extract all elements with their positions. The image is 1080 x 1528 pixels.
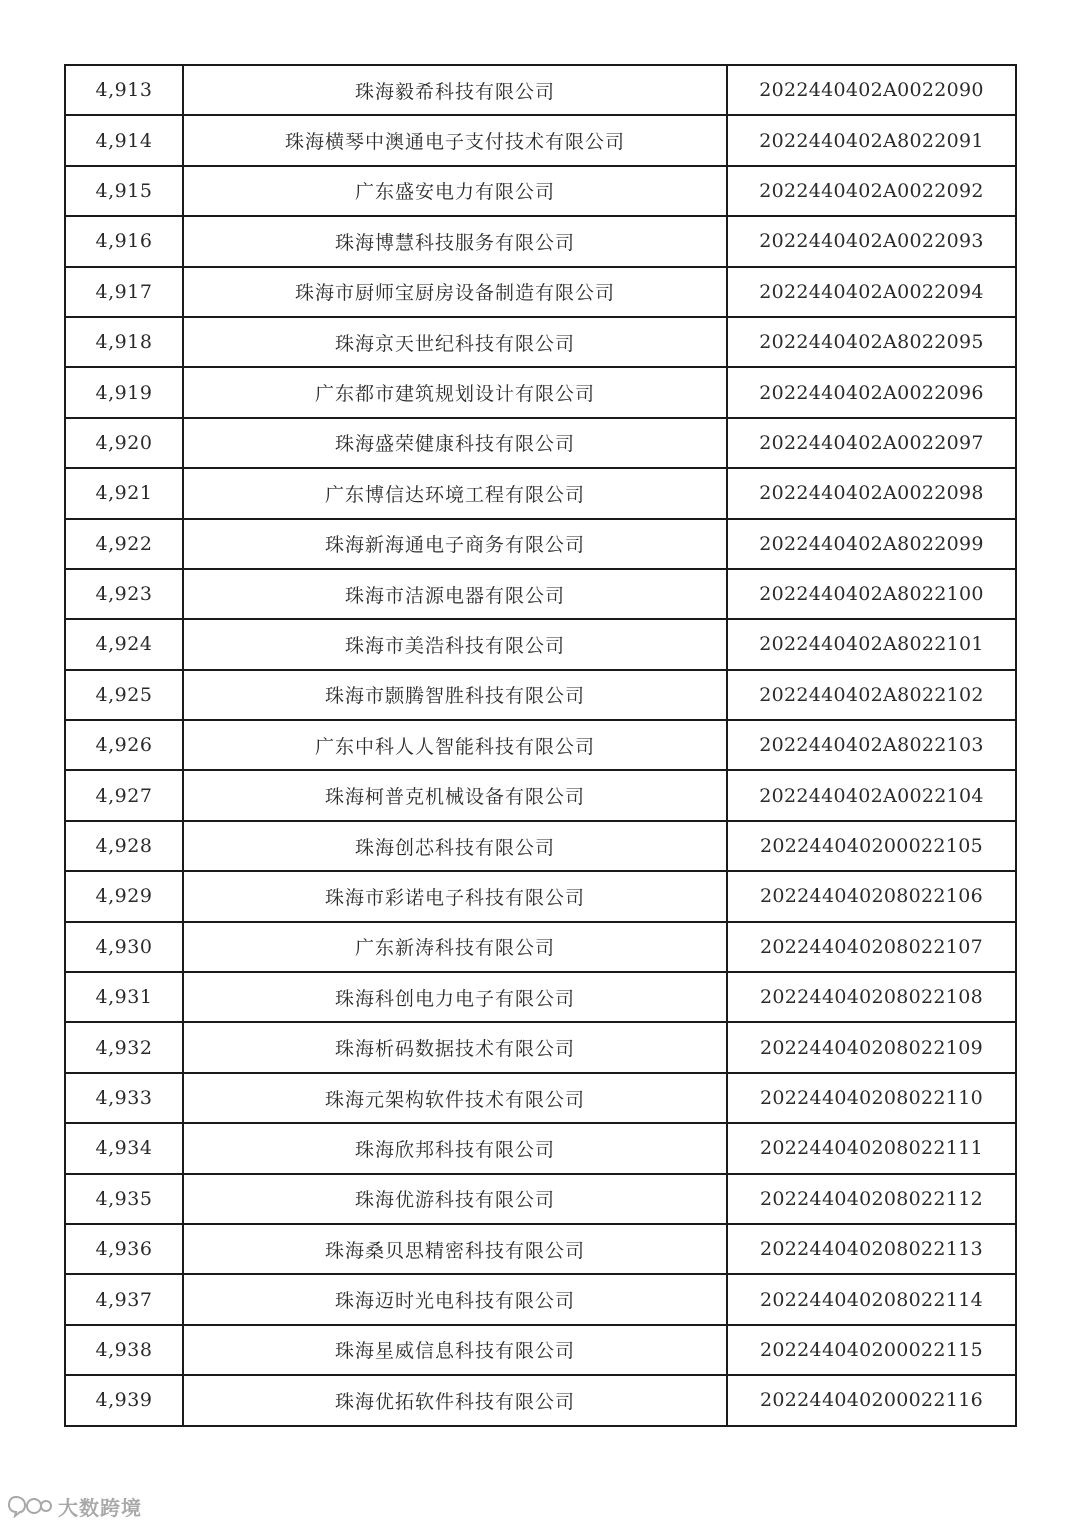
registration-code-cell: 2022440402A0022096 [727,367,1016,417]
row-index-cell: 4,922 [65,519,183,569]
table-row [65,569,1016,619]
table-row [65,871,1016,921]
registration-code-cell: 2022440402A0022090 [727,65,1016,115]
table-row [65,166,1016,216]
company-name-cell: 珠海元架构软件技术有限公司 [183,1073,727,1123]
table-row [65,519,1016,569]
registration-code-cell: 202244040200022116 [727,1375,1016,1425]
row-index-cell: 4,929 [65,871,183,921]
registration-code-cell: 2022440402A0022098 [727,468,1016,518]
table-row [65,418,1016,468]
row-index-cell: 4,925 [65,670,183,720]
table-row [65,1325,1016,1375]
company-name-cell: 珠海桑贝思精密科技有限公司 [183,1224,727,1274]
company-name-cell: 珠海析码数据技术有限公司 [183,1022,727,1072]
registration-code-cell: 2022440402A8022100 [727,569,1016,619]
registration-code-cell: 202244040208022107 [727,922,1016,972]
company-registry-table [64,64,1017,1427]
registration-code-cell: 202244040208022109 [727,1022,1016,1072]
table-row [65,972,1016,1022]
company-name-cell: 珠海创芯科技有限公司 [183,821,727,871]
table-row [65,670,1016,720]
company-name-cell: 珠海柯普克机械设备有限公司 [183,770,727,820]
registration-code-cell: 2022440402A8022091 [727,115,1016,165]
registration-code-cell: 2022440402A0022104 [727,770,1016,820]
company-name-cell: 广东都市建筑规划设计有限公司 [183,367,727,417]
table-row [65,821,1016,871]
company-name-cell: 珠海迈时光电科技有限公司 [183,1274,727,1324]
row-index-cell: 4,939 [65,1375,183,1425]
watermark-text: 大数跨境 [58,1495,142,1520]
table-row [65,317,1016,367]
table-row [65,1174,1016,1224]
row-index-cell: 4,928 [65,821,183,871]
table-row [65,1375,1016,1425]
table-row [65,1224,1016,1274]
registration-code-cell: 202244040208022110 [727,1073,1016,1123]
registration-code-cell: 2022440402A8022102 [727,670,1016,720]
registration-code-cell: 202244040208022108 [727,972,1016,1022]
row-index-cell: 4,927 [65,770,183,820]
row-index-cell: 4,936 [65,1224,183,1274]
company-name-cell: 珠海市彩诺电子科技有限公司 [183,871,727,921]
company-name-cell: 珠海京天世纪科技有限公司 [183,317,727,367]
row-index-cell: 4,917 [65,267,183,317]
registration-code-cell: 202244040208022114 [727,1274,1016,1324]
table-row [65,1073,1016,1123]
company-name-cell: 广东博信达环境工程有限公司 [183,468,727,518]
company-name-cell: 广东新涛科技有限公司 [183,922,727,972]
company-name-cell: 珠海欣邦科技有限公司 [183,1123,727,1173]
registration-code-cell: 2022440402A8022103 [727,720,1016,770]
table-row [65,1274,1016,1324]
company-name-cell: 珠海市洁源电器有限公司 [183,569,727,619]
table-row [65,619,1016,669]
registration-code-cell: 202244040200022115 [727,1325,1016,1375]
registration-code-cell: 2022440402A0022093 [727,216,1016,266]
registration-code-cell: 202244040208022113 [727,1224,1016,1274]
row-index-cell: 4,926 [65,720,183,770]
row-index-cell: 4,920 [65,418,183,468]
table-row [65,65,1016,115]
watermark [8,1492,142,1520]
row-index-cell: 4,934 [65,1123,183,1173]
company-name-cell: 珠海市厨师宝厨房设备制造有限公司 [183,267,727,317]
registration-code-cell: 2022440402A8022101 [727,619,1016,669]
registration-code-cell: 2022440402A8022099 [727,519,1016,569]
table-row [65,216,1016,266]
company-name-cell: 珠海毅希科技有限公司 [183,65,727,115]
company-name-cell: 广东盛安电力有限公司 [183,166,727,216]
row-index-cell: 4,938 [65,1325,183,1375]
company-name-cell: 珠海优游科技有限公司 [183,1174,727,1224]
registration-code-cell: 2022440402A0022092 [727,166,1016,216]
row-index-cell: 4,914 [65,115,183,165]
table-row [65,922,1016,972]
company-name-cell: 珠海科创电力电子有限公司 [183,972,727,1022]
table-row [65,1123,1016,1173]
registry-table-body [65,65,1016,1426]
company-name-cell: 珠海市美浩科技有限公司 [183,619,727,669]
company-name-cell: 珠海横琴中澳通电子支付技术有限公司 [183,115,727,165]
table-row [65,115,1016,165]
row-index-cell: 4,919 [65,367,183,417]
registration-code-cell: 202244040200022105 [727,821,1016,871]
table-row [65,367,1016,417]
company-name-cell: 广东中科人人智能科技有限公司 [183,720,727,770]
row-index-cell: 4,913 [65,65,183,115]
table-row [65,1022,1016,1072]
row-index-cell: 4,923 [65,569,183,619]
row-index-cell: 4,937 [65,1274,183,1324]
company-name-cell: 珠海星威信息科技有限公司 [183,1325,727,1375]
row-index-cell: 4,933 [65,1073,183,1123]
registration-code-cell: 202244040208022111 [727,1123,1016,1173]
row-index-cell: 4,916 [65,216,183,266]
row-index-cell: 4,915 [65,166,183,216]
table-row [65,720,1016,770]
registration-code-cell: 202244040208022106 [727,871,1016,921]
row-index-cell: 4,932 [65,1022,183,1072]
company-name-cell: 珠海新海通电子商务有限公司 [183,519,727,569]
table-row [65,468,1016,518]
table-row [65,267,1016,317]
row-index-cell: 4,935 [65,1174,183,1224]
row-index-cell: 4,924 [65,619,183,669]
company-name-cell: 珠海市颢腾智胜科技有限公司 [183,670,727,720]
speech-bubble-logo-icon [8,1494,52,1518]
row-index-cell: 4,918 [65,317,183,367]
company-name-cell: 珠海博慧科技服务有限公司 [183,216,727,266]
row-index-cell: 4,930 [65,922,183,972]
registration-code-cell: 202244040208022112 [727,1174,1016,1224]
registration-code-cell: 2022440402A8022095 [727,317,1016,367]
company-name-cell: 珠海优拓软件科技有限公司 [183,1375,727,1425]
company-name-cell: 珠海盛荣健康科技有限公司 [183,418,727,468]
registration-code-cell: 2022440402A0022097 [727,418,1016,468]
table-row [65,770,1016,820]
row-index-cell: 4,921 [65,468,183,518]
row-index-cell: 4,931 [65,972,183,1022]
registration-code-cell: 2022440402A0022094 [727,267,1016,317]
